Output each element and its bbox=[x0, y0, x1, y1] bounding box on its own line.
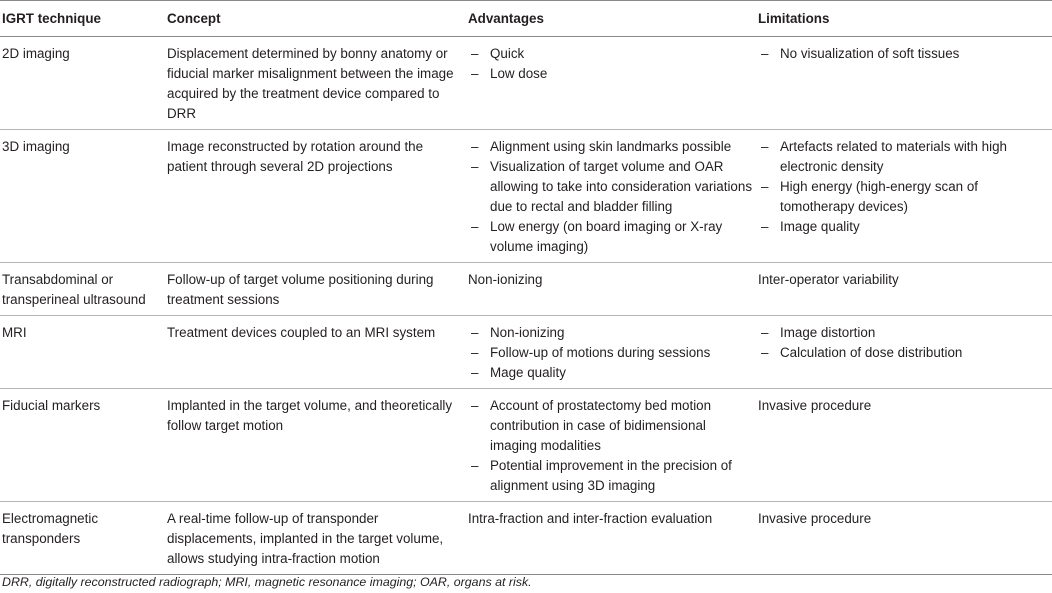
list-item: – Image distortion bbox=[758, 323, 1046, 343]
cell-technique: MRI bbox=[0, 316, 167, 389]
list-item: – Alignment using skin landmarks possible bbox=[468, 137, 752, 157]
cell-concept: A real-time follow-up of transponder displacements, implanted in the target volume, allows studying intra-fraction motion bbox=[167, 502, 468, 575]
limitations-list bbox=[758, 137, 1046, 237]
table-row bbox=[0, 316, 1052, 389]
cell-limitations bbox=[758, 37, 1052, 130]
table-header-row bbox=[0, 1, 1052, 37]
advantages-list bbox=[468, 44, 752, 84]
limitations-list bbox=[758, 44, 1046, 64]
cell-concept: Follow-up of target volume positioning during treatment sessions bbox=[167, 263, 468, 316]
list-item: – Artefacts related to materials with high electronic density bbox=[758, 137, 1046, 177]
list-item: – Calculation of dose distribution bbox=[758, 343, 1046, 363]
list-item: – No visualization of soft tissues bbox=[758, 44, 1046, 64]
cell-advantages: Intra-fraction and inter-fraction evaluation bbox=[468, 502, 758, 575]
cell-concept: Image reconstructed by rotation around the patient through several 2D projections bbox=[167, 130, 468, 263]
list-item: – Follow-up of motions during sessions bbox=[468, 343, 752, 363]
advantages-list bbox=[468, 323, 752, 383]
cell-limitations bbox=[758, 316, 1052, 389]
cell-advantages bbox=[468, 37, 758, 130]
cell-limitations: Invasive procedure bbox=[758, 389, 1052, 502]
list-item: – Quick bbox=[468, 44, 752, 64]
header-advantages: Advantages bbox=[468, 1, 758, 37]
advantages-list bbox=[468, 396, 752, 496]
cell-advantages bbox=[468, 130, 758, 263]
header-concept: Concept bbox=[167, 1, 468, 37]
cell-limitations bbox=[758, 130, 1052, 263]
cell-concept: Displacement determined by bonny anatomy or fiducial marker misalignment between the image acquired by the treatment device compared to DRR bbox=[167, 37, 468, 130]
cell-advantages: Non-ionizing bbox=[468, 263, 758, 316]
cell-technique: Fiducial markers bbox=[0, 389, 167, 502]
list-item: – Account of prostatectomy bed motion contribution in case of bidimensional imaging modalities bbox=[468, 396, 752, 456]
table-row bbox=[0, 389, 1052, 502]
list-item: – Visualization of target volume and OAR allowing to take into consideration variations due to rectal and bladder filling bbox=[468, 157, 752, 217]
table-row bbox=[0, 502, 1052, 575]
table-row bbox=[0, 130, 1052, 263]
table-body bbox=[0, 37, 1052, 575]
cell-limitations: Inter-operator variability bbox=[758, 263, 1052, 316]
advantages-list bbox=[468, 137, 752, 257]
limitations-list bbox=[758, 323, 1046, 363]
header-limitations: Limitations bbox=[758, 1, 1052, 37]
list-item: – High energy (high-energy scan of tomotherapy devices) bbox=[758, 177, 1046, 217]
list-item: – Mage quality bbox=[468, 363, 752, 383]
cell-technique: 3D imaging bbox=[0, 130, 167, 263]
header-igrt-technique: IGRT technique bbox=[0, 1, 167, 37]
cell-limitations: Invasive procedure bbox=[758, 502, 1052, 575]
cell-advantages bbox=[468, 389, 758, 502]
cell-technique: Electromagnetic transponders bbox=[0, 502, 167, 575]
list-item: – Low energy (on board imaging or X-ray volume imaging) bbox=[468, 217, 752, 257]
table-row bbox=[0, 263, 1052, 316]
list-item: – Low dose bbox=[468, 64, 752, 84]
table-footnote: DRR, digitally reconstructed radiograph; MRI, magnetic resonance imaging; OAR, organs at risk. bbox=[2, 575, 532, 589]
cell-concept: Implanted in the target volume, and theoretically follow target motion bbox=[167, 389, 468, 502]
cell-technique: Transabdominal or transperineal ultrasound bbox=[0, 263, 167, 316]
table-row bbox=[0, 37, 1052, 130]
list-item: – Image quality bbox=[758, 217, 1046, 237]
cell-technique: 2D imaging bbox=[0, 37, 167, 130]
cell-advantages bbox=[468, 316, 758, 389]
list-item: – Potential improvement in the precision of alignment using 3D imaging bbox=[468, 456, 752, 496]
cell-concept: Treatment devices coupled to an MRI system bbox=[167, 316, 468, 389]
list-item: – Non-ionizing bbox=[468, 323, 752, 343]
